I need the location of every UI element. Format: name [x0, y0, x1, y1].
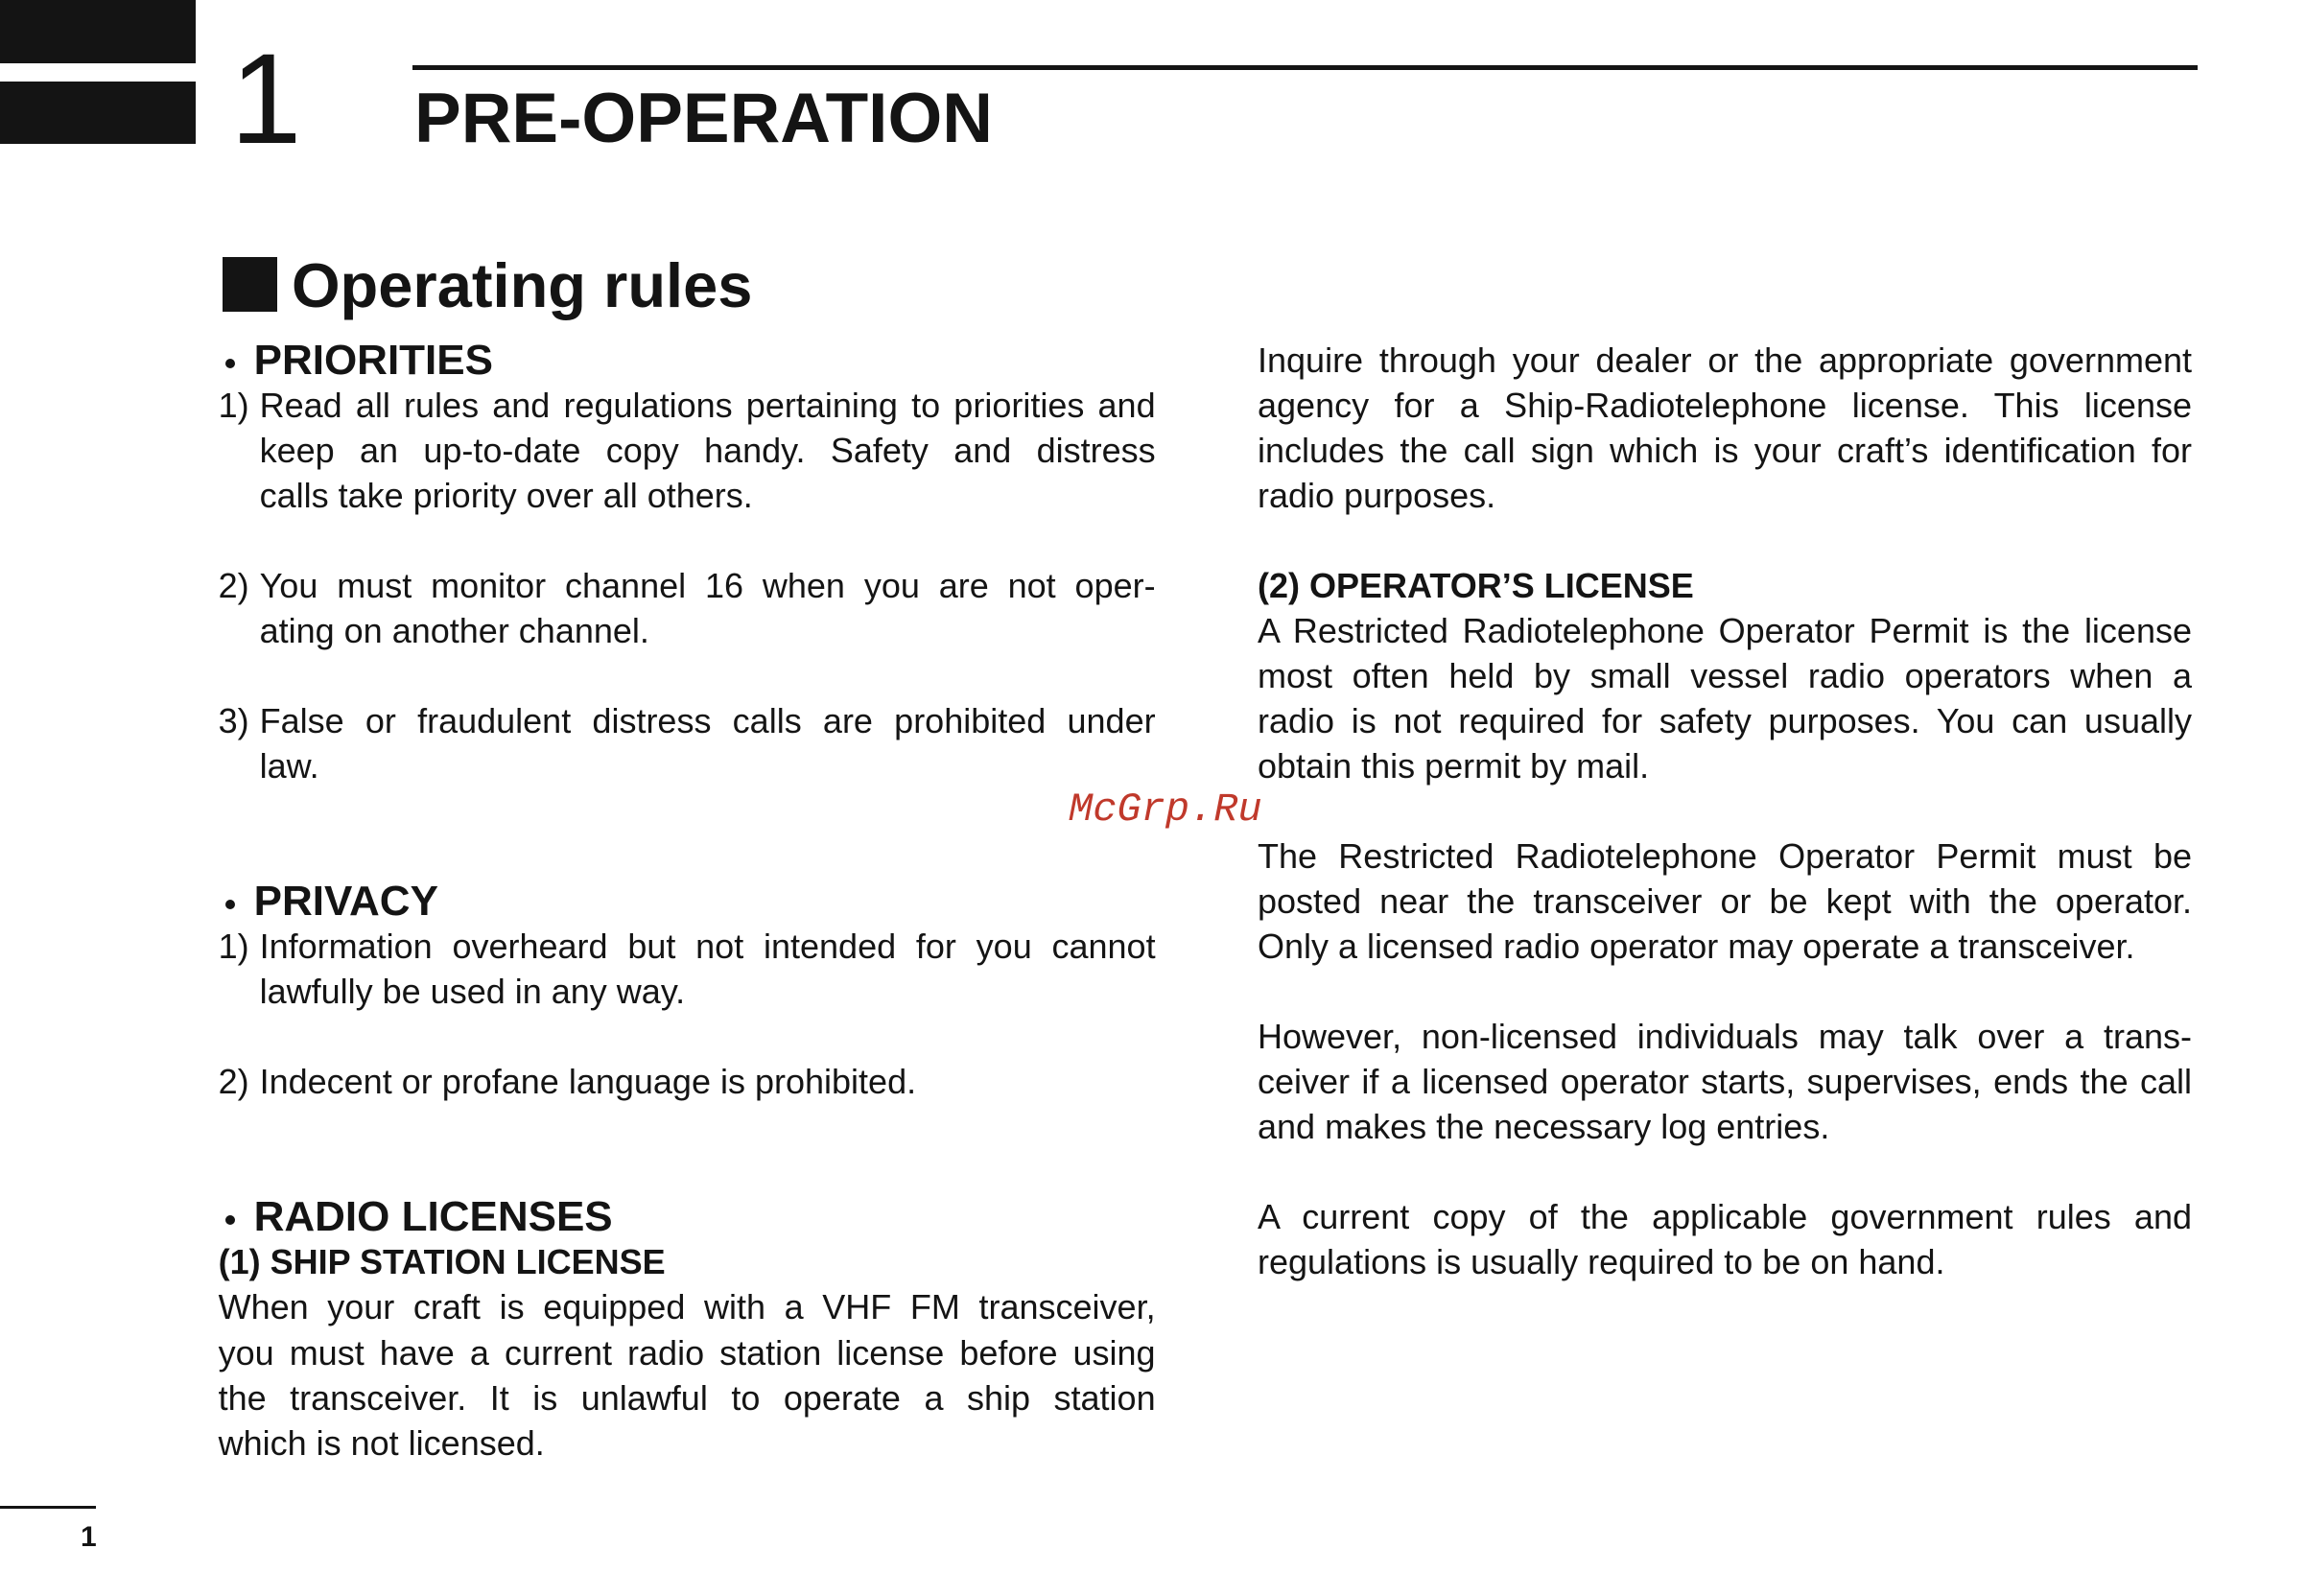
chapter-title: PRE-OPERATION — [414, 80, 993, 157]
list-item — [219, 1059, 1156, 1104]
text-line: The Restricted Radiotelephone Operator Permit must be — [1258, 836, 2192, 877]
text-line: lawfully be used in any way. — [259, 972, 686, 1012]
text-line: radio is not required for safety purposes. You can usually — [1258, 700, 2192, 740]
text-line: includes the call sign which is your craft’s identification for — [1258, 430, 2192, 470]
heading-label: PRIVACY — [253, 878, 438, 926]
text-line: ceiver if a licensed operator starts, supervises, ends the call — [1258, 1062, 2192, 1102]
text-line: law. — [259, 745, 319, 786]
text-line: When your craft is equipped with a VHF FM transceiver, — [218, 1287, 1156, 1327]
watermark: McGrp.Ru — [1069, 786, 1262, 833]
bullet-icon — [225, 359, 235, 368]
text-line: Indecent or profane language is prohibited. — [259, 1062, 917, 1102]
text-line: you must have a current radio station license before using — [218, 1332, 1156, 1373]
operators-license-heading: (2) OPERATOR’S LICENSE — [1258, 565, 1694, 605]
text-line: However, non-licensed individuals may talk over a trans- — [1258, 1017, 2192, 1057]
spacer — [219, 518, 1156, 563]
spacer — [219, 1014, 1156, 1059]
heading-label: PRIORITIES — [253, 336, 493, 384]
right-column — [1258, 338, 2192, 1285]
item-number: 3) — [218, 700, 249, 740]
text-line: Read all rules and regulations pertaining to priorities and — [259, 385, 1156, 425]
chapter-number: 1 — [230, 28, 302, 171]
footer-rule — [0, 1506, 96, 1509]
priorities-heading — [219, 338, 1156, 383]
list-item — [219, 698, 1156, 788]
spacer — [219, 653, 1156, 698]
text-line: posted near the transceiver or be kept with the operator. — [1258, 881, 2192, 922]
list-item — [219, 383, 1156, 518]
text-line: and makes the necessary log entries. — [1258, 1107, 1830, 1147]
list-item — [219, 563, 1156, 653]
text-line: ating on another channel. — [259, 610, 649, 650]
text-line: False or fraudulent distress calls are prohibited under — [259, 700, 1156, 740]
spacer — [1258, 788, 2192, 833]
item-number: 2) — [218, 565, 249, 605]
left-column — [219, 338, 1156, 1466]
text-line: radio purposes. — [1258, 475, 1496, 515]
text-line: regulations is usually required to be on hand. — [1258, 1242, 1945, 1282]
text-line: You must monitor channel 16 when you are not oper- — [259, 565, 1156, 605]
page-number: 1 — [81, 1521, 97, 1553]
spacer — [1258, 1149, 2192, 1194]
text-line: the transceiver. It is unlawful to operate a ship station — [218, 1377, 1156, 1418]
privacy-heading — [219, 879, 1156, 924]
section-marker-square — [223, 257, 277, 312]
text-line: Inquire through your dealer or the appropriate government — [1258, 340, 2192, 380]
text-line: most often held by small vessel radio operators when a — [1258, 655, 2192, 695]
text-line: A current copy of the applicable government rules and — [1258, 1197, 2192, 1237]
ship-station-license-heading: (1) SHIP STATION LICENSE — [218, 1242, 666, 1282]
spacer — [219, 1104, 1156, 1149]
text-line: agency for a Ship-Radiotelephone license. This license — [1258, 385, 2192, 425]
spacer — [219, 788, 1156, 833]
radio-licenses-heading — [219, 1194, 1156, 1239]
spacer — [219, 833, 1156, 879]
chapter-tab-bar-top — [0, 0, 196, 63]
text-line: obtain this permit by mail. — [1258, 745, 1650, 786]
spacer — [1258, 969, 2192, 1014]
item-number: 1) — [218, 385, 249, 425]
text-line: which is not licensed. — [218, 1422, 545, 1463]
spacer — [1258, 518, 2192, 563]
heading-label: RADIO LICENSES — [253, 1193, 613, 1241]
text-line: A Restricted Radiotelephone Operator Permit is the license — [1258, 610, 2192, 650]
header-rule — [412, 65, 2198, 70]
chapter-tab-bar-bottom — [0, 82, 196, 144]
item-number: 2) — [218, 1062, 249, 1102]
list-item — [219, 924, 1156, 1014]
text-line: calls take priority over all others. — [259, 475, 753, 515]
text-line: keep an up-to-date copy handy. Safety and distress — [259, 430, 1156, 470]
section-title: Operating rules — [292, 250, 753, 320]
text-line: Only a licensed radio operator may operate a transceiver. — [1258, 927, 2135, 967]
bullet-icon — [225, 1215, 235, 1225]
bullet-icon — [225, 900, 235, 909]
item-number: 1) — [218, 927, 249, 967]
text-line: Information overheard but not intended for you cannot — [259, 927, 1156, 967]
spacer — [219, 1149, 1156, 1194]
